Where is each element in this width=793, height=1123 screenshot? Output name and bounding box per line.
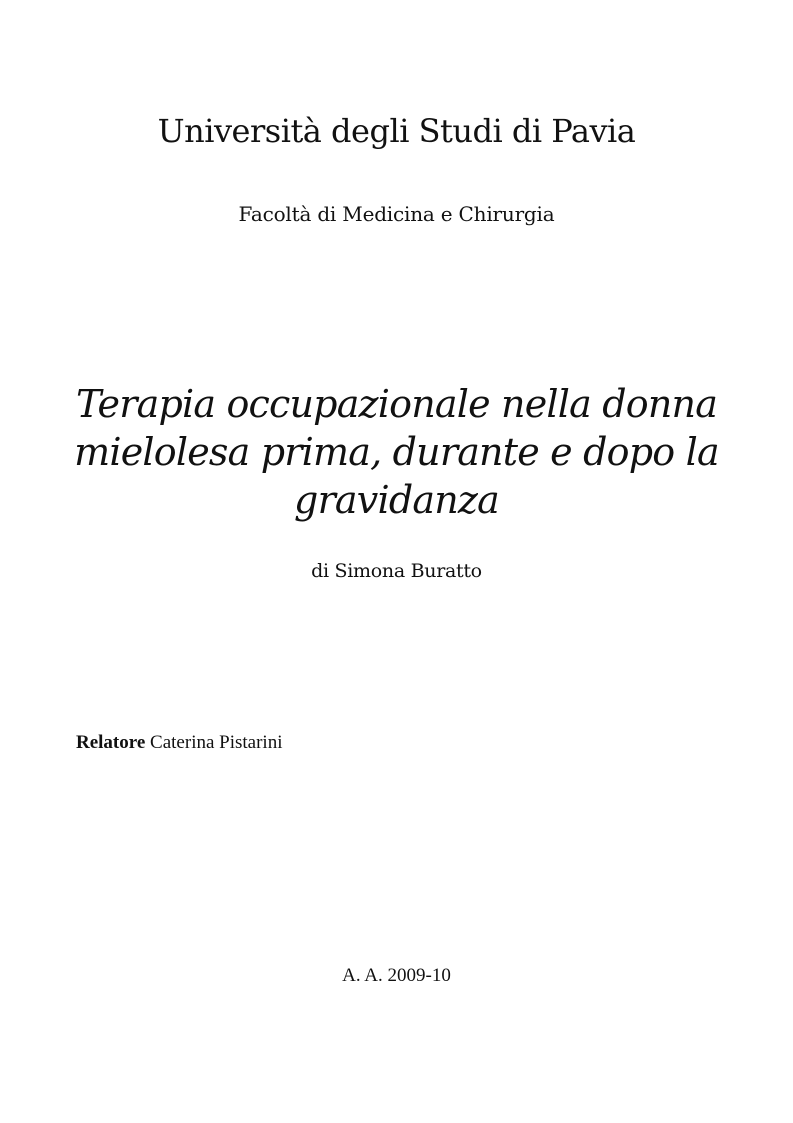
supervisor-label: Relatore <box>76 732 146 753</box>
academic-year: A. A. 2009-10 <box>342 965 451 986</box>
thesis-title-line: gravidanza <box>294 478 499 522</box>
faculty-name: Facoltà di Medicina e Chirurgia <box>238 202 555 226</box>
thesis-title <box>0 380 793 524</box>
author-line: di Simona Buratto <box>311 560 482 582</box>
thesis-title-line: Terapia occupazionale nella donna <box>75 382 718 426</box>
thesis-title-line: mielolesa prima, durante e dopo la <box>74 430 719 474</box>
supervisor-name: Caterina Pistarini <box>150 732 283 753</box>
supervisor-line <box>76 732 283 754</box>
university-name: Università degli Studi di Pavia <box>157 112 636 150</box>
